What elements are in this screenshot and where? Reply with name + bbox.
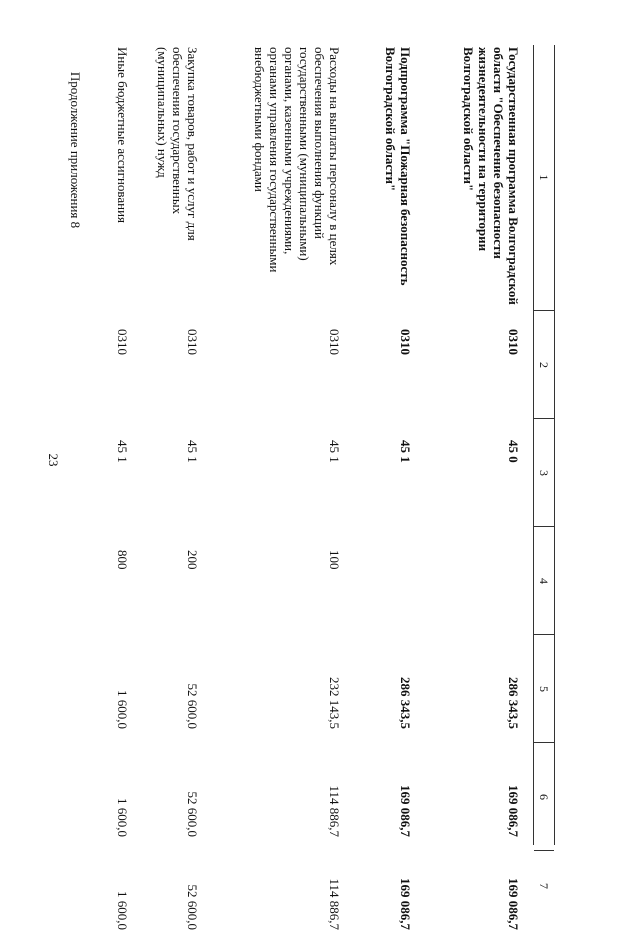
row-program: 45 1 <box>115 440 130 463</box>
row-type: 100 <box>327 550 342 570</box>
row-value-5: 232 143,5 <box>327 677 342 729</box>
header-col-1: 1 <box>537 174 551 181</box>
row-value-5: 1 600,0 <box>115 690 130 729</box>
header-col-5: 5 <box>534 634 554 743</box>
row-name: Расходы на выплаты персоналу в целях обеспечения выполнения функций государственными (муниципальными) органами, казенными учреждениями, органами управления государственными внебюджетными фондами <box>252 47 342 273</box>
row-value-5: 52 600,0 <box>185 683 200 729</box>
header-col-3: 3 <box>534 418 554 527</box>
row-name: Государственная программа Волгоградской области "Обеспечение безопасности жизнедеятельности на территории Волгоградской области" <box>461 47 521 305</box>
header-col-2: 2 <box>534 310 554 419</box>
row-program: 45 0 <box>506 440 521 463</box>
row-value-7: 169 086,7 <box>506 878 521 930</box>
row-program: 45 1 <box>327 440 342 463</box>
row-name: Подпрограмма "Пожарная безопасность Волгоградской области" <box>383 47 413 286</box>
row-value-7: 52 600,0 <box>185 884 200 930</box>
budget-table <box>95 45 555 930</box>
row-value-6: 169 086,7 <box>506 785 521 837</box>
row-type: 800 <box>115 550 130 570</box>
header-col-4: 4 <box>534 526 554 635</box>
header-col-7: 7 <box>534 850 554 921</box>
row-value-6: 52 600,0 <box>185 791 200 837</box>
page-number: 23 <box>46 453 61 467</box>
row-value-7: 114 886,7 <box>327 878 342 930</box>
row-program: 45 1 <box>398 440 413 463</box>
header-col-6: 6 <box>534 742 554 851</box>
continuation-note: Продолжение приложения 8 <box>68 71 83 229</box>
row-value-7: 1 600,0 <box>115 891 130 930</box>
row-value-6: 1 600,0 <box>115 798 130 837</box>
row-type: 200 <box>185 550 200 570</box>
table-header <box>533 45 555 889</box>
row-section: 0310 <box>327 329 342 355</box>
row-program: 45 1 <box>185 440 200 463</box>
row-section: 0310 <box>115 329 130 355</box>
row-section: 0310 <box>506 329 521 355</box>
row-value-5: 286 343,5 <box>506 677 521 729</box>
row-value-6: 169 086,7 <box>398 785 413 837</box>
row-value-6: 114 886,7 <box>327 785 342 837</box>
row-section: 0310 <box>185 329 200 355</box>
row-name: Иные бюджетные ассигнования <box>115 47 130 224</box>
row-name: Закупка товаров, работ и услуг для обеспечения государственных (муниципальных) нужд <box>155 47 200 241</box>
row-section: 0310 <box>398 329 413 355</box>
row-value-5: 286 343,5 <box>398 677 413 729</box>
row-value-7: 169 086,7 <box>398 878 413 930</box>
